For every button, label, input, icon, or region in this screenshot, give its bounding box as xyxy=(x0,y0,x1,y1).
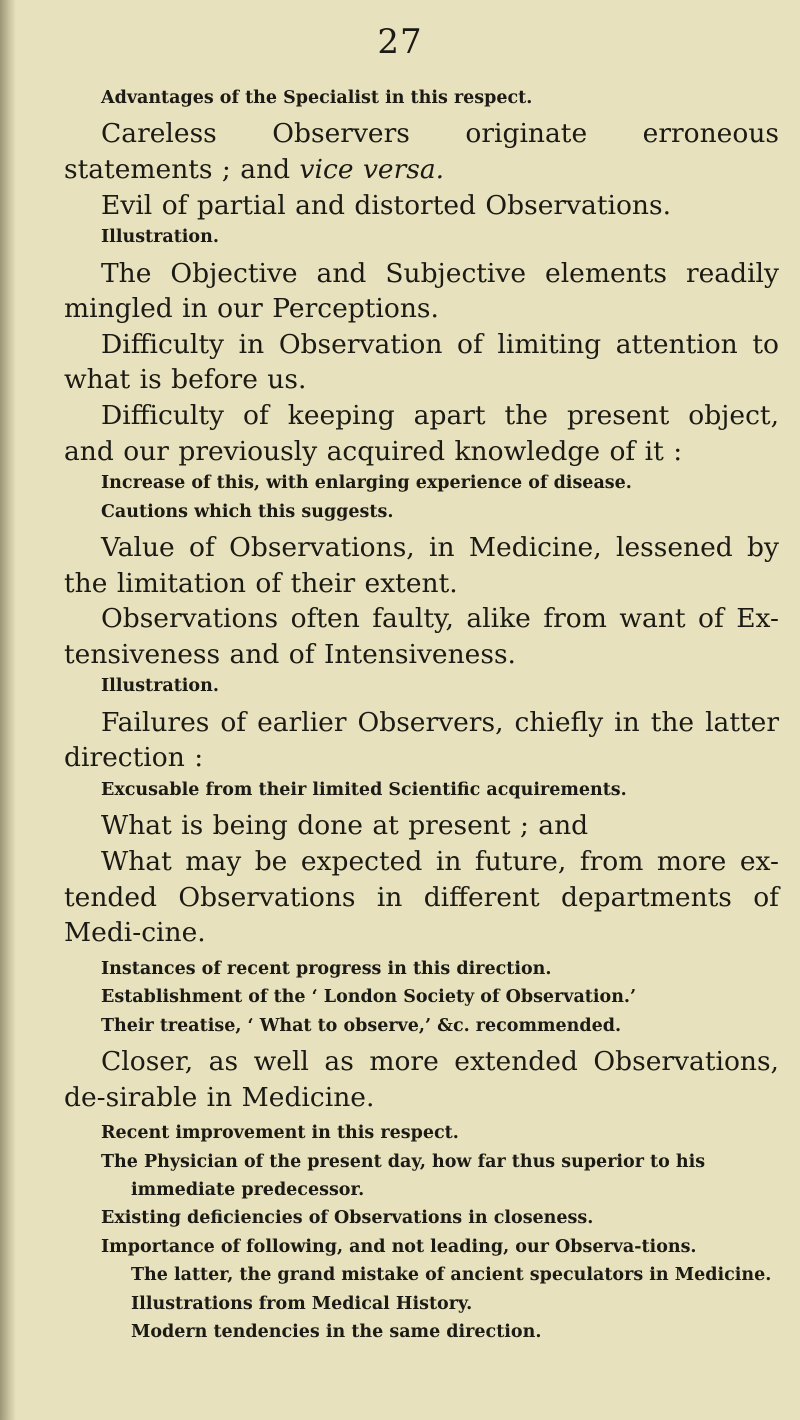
subpoint-grand-mistake: The latter, the grand mistake of ancient speculators in Medicine. xyxy=(131,1265,772,1286)
subpoint-recent-improvement: Recent improvement in this respect. xyxy=(101,1123,459,1144)
heading-what-may-be-expected: What may be expected in future, from more ex-tended Observations in different departments of Medi-cine. xyxy=(64,845,779,949)
subpoint-physician-present-day: The Physician of the present day, how far thus superior to his immediate predecessor. xyxy=(101,1151,706,1200)
subpoint-importance-following: Importance of following, and not leading, our Observa-tions. xyxy=(101,1236,697,1257)
subpoint-cautions: Cautions which this suggests. xyxy=(101,501,394,522)
subpoint-excusable: Excusable from their limited Scientific acquirements. xyxy=(101,779,627,800)
subpoint-london-society: Establishment of the ‘ London Society of Observation.’ xyxy=(101,987,637,1008)
subpoint-specialist-advantages: Advantages of the Specialist in this respect. xyxy=(101,88,533,108)
heading-partial-observations: Evil of partial and distorted Observations. xyxy=(101,189,671,221)
subpoint-illustration-2: Illustration. xyxy=(101,676,219,697)
subpoint-medical-history: Illustrations from Medical History. xyxy=(131,1293,473,1314)
heading-what-is-being-done: What is being done at present ; and xyxy=(101,810,589,842)
subpoint-enlarging-experience: Increase of this, with enlarging experience of disease. xyxy=(101,473,632,494)
heading-limiting-attention: Difficulty in Observation of limiting attention to what is before us. xyxy=(64,328,779,396)
heading-objective-subjective: The Objective and Subjective elements readily mingled in our Perceptions. xyxy=(64,257,779,325)
subpoint-modern-tendencies: Modern tendencies in the same direction. xyxy=(131,1321,542,1342)
page-body xyxy=(64,84,779,1346)
heading-faulty-observations: Observations often faulty, alike from want of Ex-tensiveness and of Intensiveness. xyxy=(64,603,779,670)
subpoint-treatise: Their treatise, ‘ What to observe,’ &c. recommended. xyxy=(101,1015,622,1036)
heading-failures-earlier-observers: Failures of earlier Observers, chiefly in the latter direction : xyxy=(64,706,779,774)
subpoint-existing-deficiencies: Existing deficiencies of Observations in closeness. xyxy=(101,1208,594,1229)
subpoint-recent-progress: Instances of recent progress in this direction. xyxy=(101,958,552,979)
heading-closer-observations: Closer, as well as more extended Observations, de-sirable in Medicine. xyxy=(64,1045,779,1113)
heading-careless-observers: Careless Observers originate erroneous statements ; and vice versa. xyxy=(64,118,779,185)
subpoint-illustration-1: Illustration. xyxy=(101,227,219,248)
page-number: 27 xyxy=(377,22,423,62)
book-gutter-shadow xyxy=(0,0,16,1420)
heading-value-of-observations: Value of Observations, in Medicine, lessened by the limitation of their extent. xyxy=(64,531,779,599)
heading-keeping-apart: Difficulty of keeping apart the present object, and our previously acquired knowledge of it : xyxy=(64,399,779,467)
